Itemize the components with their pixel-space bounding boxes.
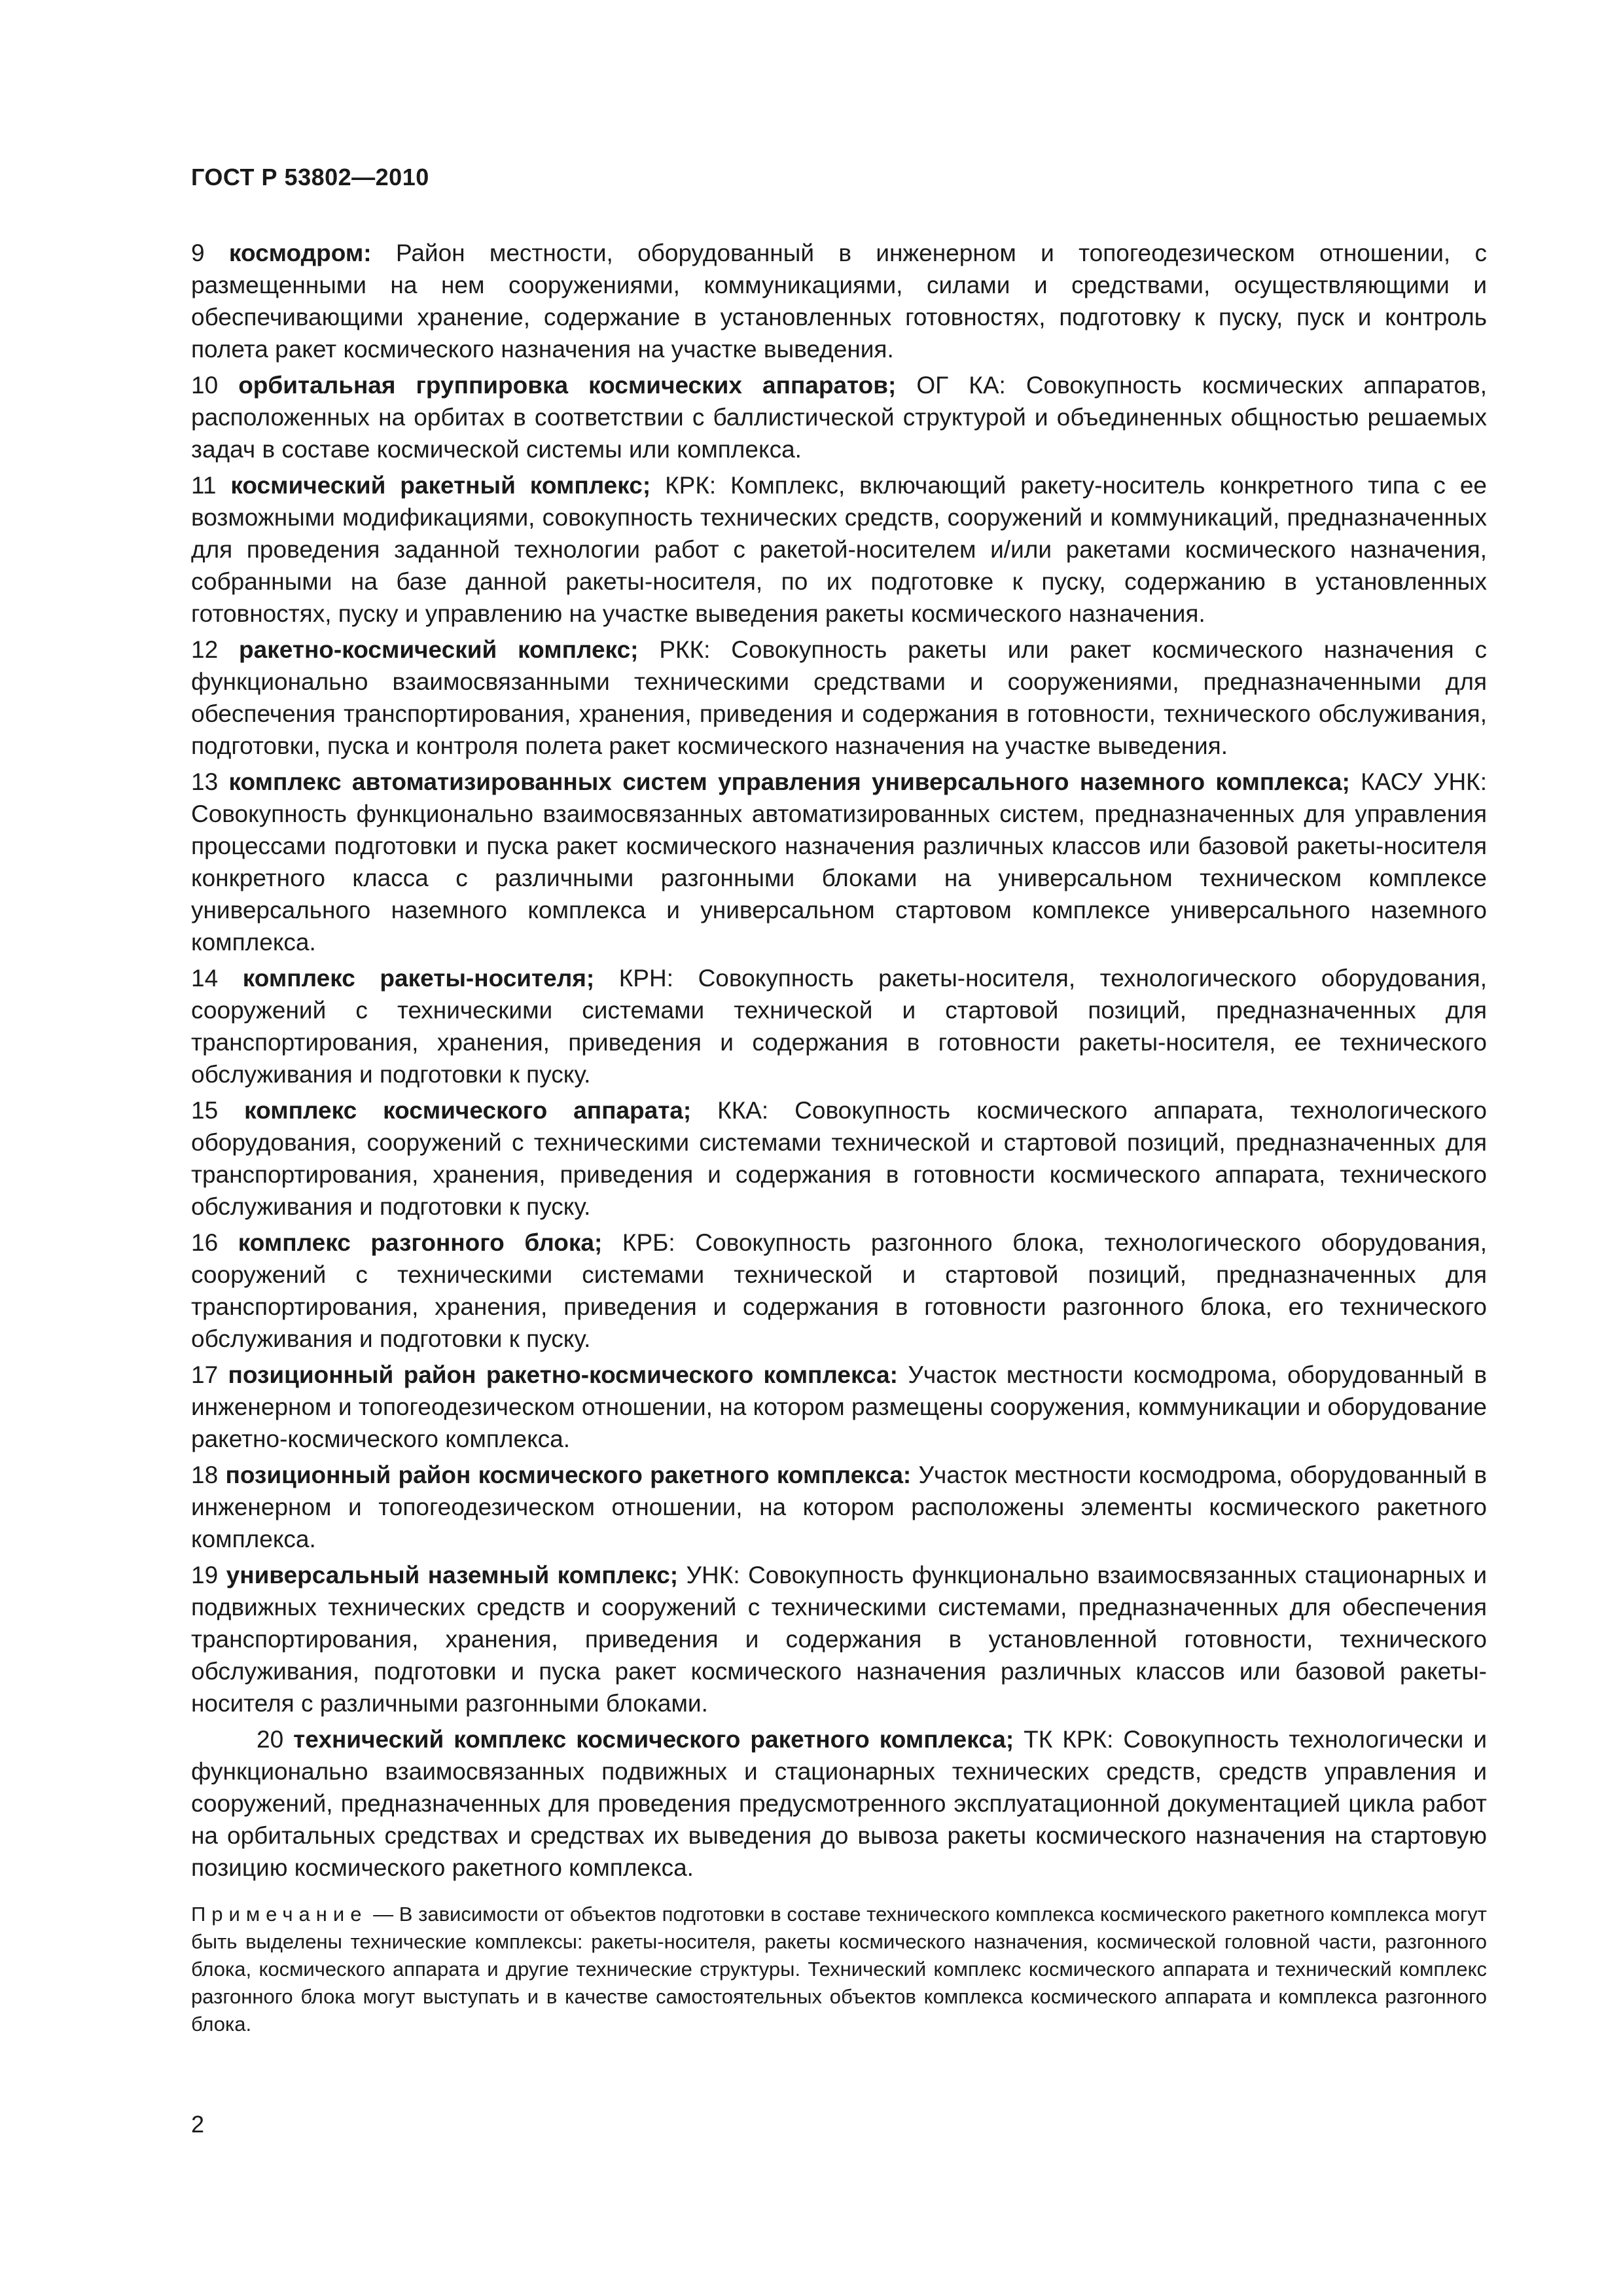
term-10 [191, 369, 1487, 465]
term-17 [191, 1359, 1487, 1455]
term-definition: КРК: Комплекс, включающий ракету-носитель конкретного типа с ее возможными модификациями, совокупность технических средств, сооружений и коммуникаций, предназначенных для проведения заданной технологии работ с ракетой-носителем и/или ракетами космического назначения, собранными на базе данной ракеты-носителя, по их подготовке к пуску, содержанию в установленных готовностях, пуску и управлению на участке выведения ракеты космического назначения. [191, 472, 1488, 627]
term-definition: Участок местности космодрома, оборудованный в инженерном и топогеодезическом отношении, на котором расположены элементы космического ракетного комплекса. [191, 1462, 1487, 1552]
term-number: 15 [191, 1097, 219, 1124]
note-label: Примечание [191, 1903, 368, 1926]
term-name: комплекс космического аппарата; [244, 1097, 692, 1124]
term-definition: РКК: Совокупность ракеты или ракет космического назначения с функционально взаимосвязанными техническими средствами и сооружениями, предназначенными для обеспечения транспортирования, хранения, приведения и содержания в готовности, технического обслуживания, подготовки, пуска и контроля полета ракет космического назначения на участке выведения. [191, 636, 1488, 759]
term-name: ракетно-космический комплекс; [239, 636, 639, 663]
term-12 [191, 634, 1487, 762]
standard-header: ГОСТ Р 53802—2010 [191, 164, 429, 190]
term-name: космодром: [228, 240, 372, 266]
term-13 [191, 766, 1487, 958]
term-name: орбитальная группировка космических аппаратов; [238, 372, 897, 399]
page-number: 2 [191, 2111, 205, 2138]
term-definition: ККА: Совокупность космического аппарата, технологического оборудования, сооружений с техническими системами технической и стартовой позиций, предназначенных для транспортирования, хранения, приведения и содержания в готовности космического аппарата, технического обслуживания и подготовки к пуску. [191, 1097, 1487, 1220]
term-name: комплекс ракеты-носителя; [242, 965, 595, 992]
term-definition: Район местности, оборудованный в инженерном и топогеодезическом отношении, с размещенными на нем сооружениями, коммуникациями, силами и средствами, осуществляющими и обеспечивающими хранение, содержание в установленных готовностях, подготовку к пуску, пуск и контроль полета ракет космического назначения на участке выведения. [191, 240, 1488, 363]
note-paragraph [191, 1901, 1487, 2038]
term-definition: ТК КРК: Совокупность технологически и функционально взаимосвязанных подвижных и стационарных технических средств, средств управления и сооружений, предназначенных для проведения предусмотренного эксплуатационной документацией цикла работ на орбитальных средствах и средствах их выведения до вывоза ракеты космического назначения на стартовую позицию космического ракетного комплекса. [191, 1726, 1487, 1881]
term-name: технический комплекс космического ракетного комплекса; [293, 1726, 1014, 1753]
note-text: — В зависимости от объектов подготовки в составе технического комплекса космического ракетного комплекса могут быть выделены технические комплексы: ракеты-носителя, ракеты космического назначения, космической головной части, разгонного блока, космического аппарата и другие технические структуры. Технический комплекс космического аппарата и технический комплекс разгонного блока могут выступать и в качестве самостоятельных объектов комплекса космического аппарата и комплекса разгонного блока. [191, 1903, 1487, 2036]
term-number: 20 [257, 1726, 284, 1753]
term-number: 18 [191, 1462, 219, 1488]
term-9 [191, 237, 1487, 365]
term-name: комплекс разгонного блока; [238, 1229, 603, 1256]
term-number: 12 [191, 636, 219, 663]
term-name: позиционный район космического ракетного комплекса: [225, 1462, 912, 1488]
term-number: 11 [191, 472, 217, 499]
term-definition: ОГ КА: Совокупность космических аппаратов, расположенных на орбитах в соответствии с баллистической структурой и объединенных общностью решаемых задач в составе космической системы или комплекса. [191, 372, 1488, 463]
term-number: 13 [191, 768, 219, 795]
document-page [191, 164, 1487, 2038]
term-name: космический ракетный комплекс; [230, 472, 651, 499]
term-16 [191, 1227, 1487, 1355]
term-number: 10 [191, 372, 219, 399]
term-definition: УНК: Совокупность функционально взаимосвязанных стационарных и подвижных технических средств и сооружений с техническими системами, предназначенных для обеспечения транспортирования, хранения, приведения и содержания в установленной готовности, технического обслуживания, подготовки и пуска ракет космического назначения различных классов или базовой ракеты-носителя с различными разгонными блоками. [191, 1562, 1487, 1717]
term-15 [191, 1094, 1487, 1223]
term-definition: Участок местности космодрома, оборудованный в инженерном и топогеодезическом отношении, на котором размещены сооружения, коммуникации и оборудование ракетно-космического комплекса. [191, 1361, 1487, 1452]
term-name: универсальный наземный комплекс; [226, 1562, 679, 1588]
term-number: 9 [191, 240, 205, 266]
term-number: 17 [191, 1361, 219, 1388]
terms-list [191, 237, 1487, 1884]
term-11 [191, 469, 1487, 630]
term-number: 14 [191, 965, 219, 992]
term-name: позиционный район ракетно-космического комплекса: [228, 1361, 898, 1388]
term-number: 16 [191, 1229, 219, 1256]
term-number: 19 [191, 1562, 219, 1588]
term-14 [191, 962, 1487, 1090]
term-name: комплекс автоматизированных систем управления универсального наземного комплекса; [228, 768, 1350, 795]
term-18 [191, 1459, 1487, 1555]
term-definition: КАСУ УНК: Совокупность функционально взаимосвязанных автоматизированных систем, предназначенных для управления процессами подготовки и пуска ракет космического назначения различных классов или базовой ракеты-носителя конкретного класса с различными разгонными блоками на универсальном техническом комплексе универсального наземного комплекса и универсальном стартовом комплексе универсального наземного комплекса. [191, 768, 1487, 956]
term-20 [191, 1723, 1487, 1884]
term-definition: КРН: Совокупность ракеты-носителя, технологического оборудования, сооружений с техническими системами технической и стартовой позиций, предназначенных для транспортирования, хранения, приведения и содержания в готовности ракеты-носителя, ее технического обслуживания и подготовки к пуску. [191, 965, 1487, 1088]
term-definition: КРБ: Совокупность разгонного блока, технологического оборудования, сооружений с техническими системами технической и стартовой позиций, предназначенных для транспортирования, хранения, приведения и содержания в готовности разгонного блока, его технического обслуживания и подготовки к пуску. [191, 1229, 1487, 1352]
term-19 [191, 1559, 1487, 1719]
